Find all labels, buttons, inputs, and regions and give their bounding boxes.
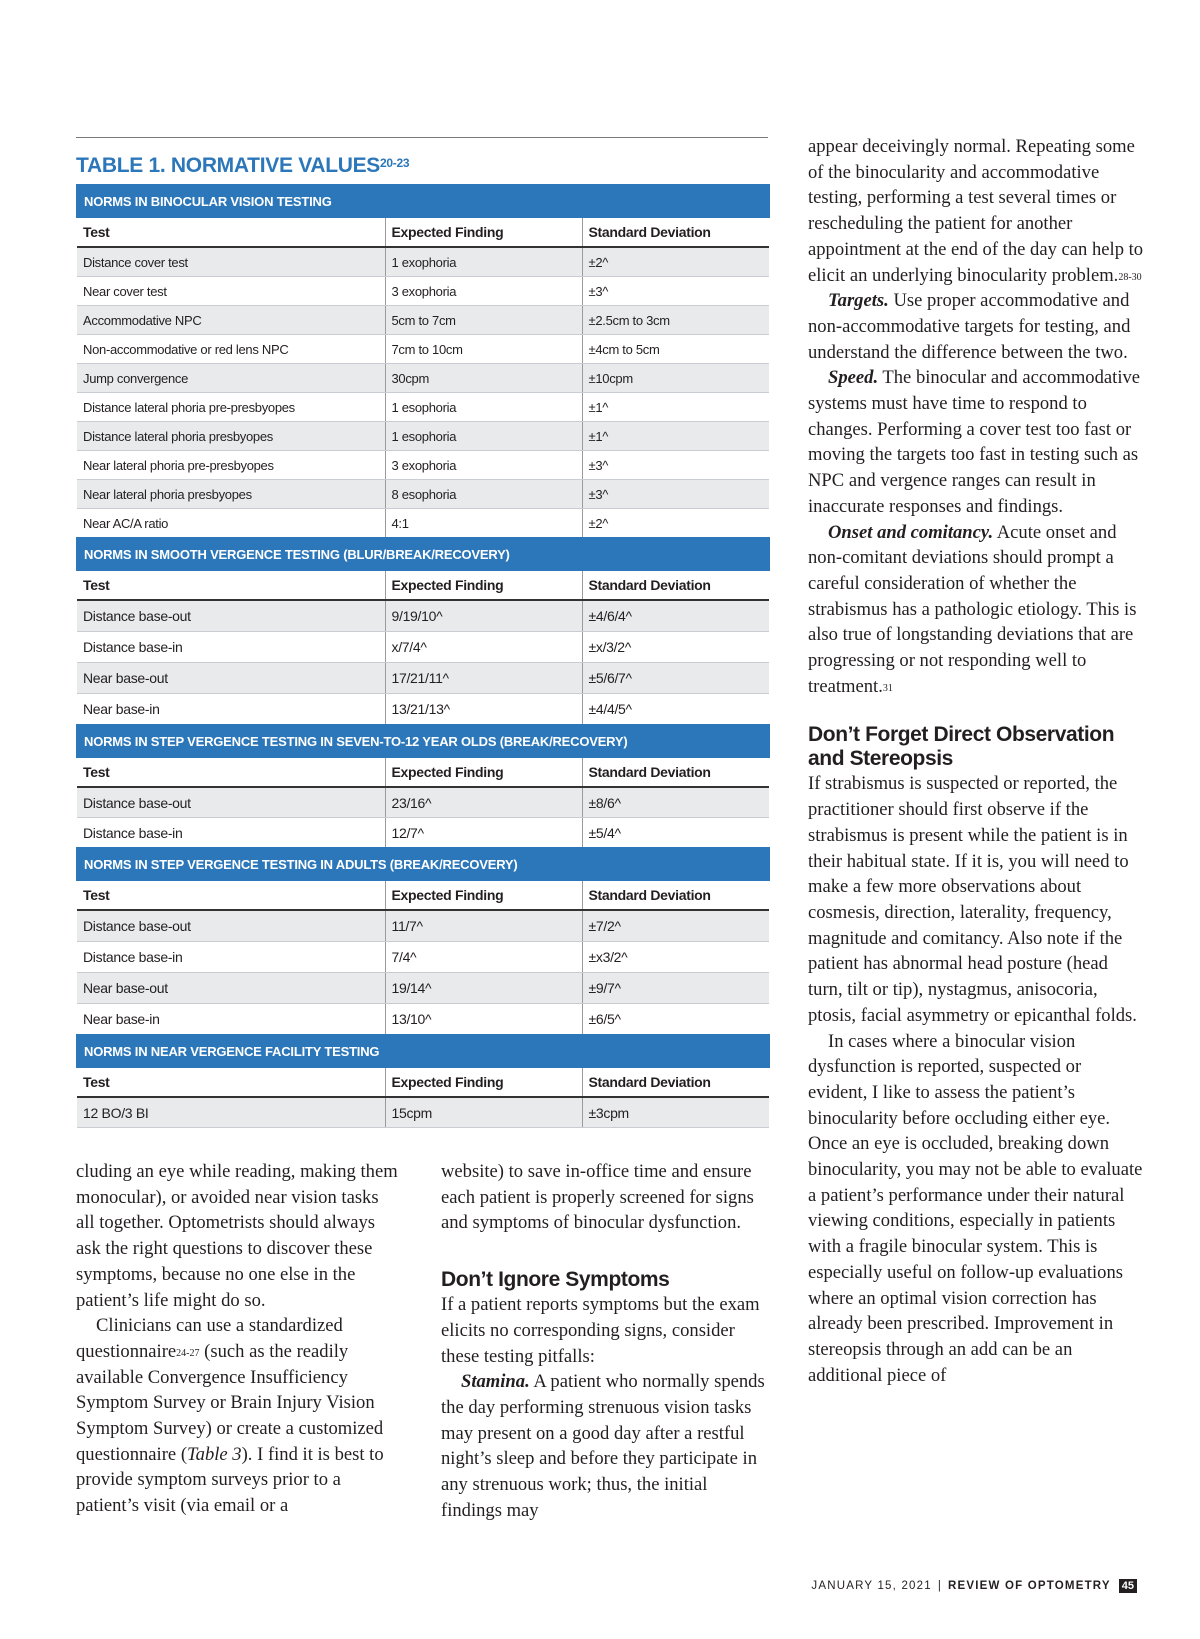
- section-heading: NORMS IN STEP VERGENCE TESTING IN ADULTS (BREAK/RECOVERY): [77, 848, 769, 880]
- col3-p2-lead: Targets.: [828, 290, 889, 312]
- col3-paragraph-3: [808, 365, 1144, 519]
- cell-test: Jump convergence: [77, 364, 385, 393]
- column-header-standard-deviation: Standard Deviation: [582, 880, 769, 910]
- table-row: [77, 942, 769, 973]
- table-row: [77, 1097, 769, 1128]
- cell-standard-deviation: ±7/2^: [582, 910, 769, 942]
- column-header-test: Test: [77, 570, 385, 600]
- cell-test: Near base-in: [77, 1004, 385, 1036]
- col3-paragraph-2: [808, 288, 1144, 365]
- cell-expected-finding: 17/21/11^: [385, 663, 582, 694]
- column-header-expected-finding: Expected Finding: [385, 757, 582, 787]
- normative-values-table: [76, 184, 770, 1128]
- column-header-row: [77, 757, 769, 787]
- cell-expected-finding: 23/16^: [385, 787, 582, 818]
- col1-p2-reference: 24-27: [176, 1347, 200, 1359]
- section-header-row: [77, 1035, 769, 1067]
- col2-paragraph-1: website) to save in-office time and ensure each patient is properly screened for signs and symptoms of binocular dysfunction.: [441, 1161, 754, 1234]
- cell-test: Near base-in: [77, 694, 385, 726]
- table-row: [77, 393, 769, 422]
- col2-paragraph-3: [441, 1369, 771, 1523]
- col3-p4-text: Acute onset and non-comitant deviations should prompt a careful consideration of whether the strabismus has a pathologic etiology. This is also true of longstanding deviations that are progressing or not responding well to treatment.: [808, 521, 1137, 697]
- cell-standard-deviation: ±3^: [582, 480, 769, 509]
- cell-test: Distance base-out: [77, 787, 385, 818]
- cell-expected-finding: 9/19/10^: [385, 600, 582, 632]
- cell-test: Distance base-in: [77, 942, 385, 973]
- cell-standard-deviation: ±x/3/2^: [582, 632, 769, 663]
- col2-p3-lead: Stamina.: [461, 1371, 530, 1393]
- section-header-row: [77, 848, 769, 880]
- col3-p1-reference: 28-30: [1118, 271, 1142, 283]
- cell-expected-finding: x/7/4^: [385, 632, 582, 663]
- col1-paragraph-2: [76, 1313, 400, 1519]
- cell-expected-finding: 12/7^: [385, 818, 582, 849]
- footer-separator: |: [937, 1580, 943, 1592]
- section-heading: NORMS IN SMOOTH VERGENCE TESTING (BLUR/BREAK/RECOVERY): [77, 538, 769, 570]
- cell-test: Distance base-out: [77, 600, 385, 632]
- cell-test: Near lateral phoria presbyopes: [77, 480, 385, 509]
- cell-standard-deviation: ±3cpm: [582, 1097, 769, 1128]
- cell-test: Distance lateral phoria presbyopes: [77, 422, 385, 451]
- footer-publication: REVIEW OF OPTOMETRY: [948, 1580, 1111, 1592]
- cell-expected-finding: 1 esophoria: [385, 393, 582, 422]
- cell-standard-deviation: ±9/7^: [582, 973, 769, 1004]
- cell-test: Near cover test: [77, 277, 385, 306]
- table-row: [77, 1004, 769, 1036]
- cell-expected-finding: 1 exophoria: [385, 247, 582, 277]
- cell-test: Distance base-in: [77, 818, 385, 849]
- column-header-row: [77, 880, 769, 910]
- cell-test: Distance base-in: [77, 632, 385, 663]
- cell-expected-finding: 11/7^: [385, 910, 582, 942]
- table-title-text: TABLE 1. NORMATIVE VALUES: [76, 154, 381, 177]
- cell-standard-deviation: ±3^: [582, 277, 769, 306]
- cell-standard-deviation: ±2.5cm to 3cm: [582, 306, 769, 335]
- cell-standard-deviation: ±4/6/4^: [582, 600, 769, 632]
- section-header-row: [77, 185, 769, 217]
- page-number: 45: [1119, 1579, 1137, 1593]
- col3-p3-text: The binocular and accommodative systems must have time to respond to changes. Performing a cover test too fast or moving the targets too fast in testing such as NPC and vergence ranges can result in inaccurate responses and findings.: [808, 367, 1141, 517]
- cell-expected-finding: 5cm to 7cm: [385, 306, 582, 335]
- column-header-row: [77, 570, 769, 600]
- cell-test: Near lateral phoria pre-presbyopes: [77, 451, 385, 480]
- table-row: [77, 910, 769, 942]
- section-heading: NORMS IN STEP VERGENCE TESTING IN SEVEN-TO-12 YEAR OLDS (BREAK/RECOVERY): [77, 725, 769, 757]
- cell-standard-deviation: ±3^: [582, 451, 769, 480]
- cell-standard-deviation: ±4cm to 5cm: [582, 335, 769, 364]
- col3-paragraph-5: If strabismus is suspected or reported, the practitioner should first observe if the strabismus is present while the patient is in their habitual state. If it is, you will need to make a few more observations about cosmesis, direction, laterality, frequency, magnitude and comitancy. Also note if the patient has abnormal head posture (head turn, tilt or tip), nystagmus, anisocoria, ptosis, facial asymmetry or epicanthal folds.: [808, 773, 1137, 1026]
- section-header-row: [77, 538, 769, 570]
- cell-expected-finding: 19/14^: [385, 973, 582, 1004]
- column-header-standard-deviation: Standard Deviation: [582, 570, 769, 600]
- col1-paragraph-1: cluding an eye while reading, making them monocular), or avoided near vision tasks all together. Optometrists should always ask the right questions to discover these symptoms, because no one else in the patient’s life might do so.: [76, 1161, 398, 1311]
- col3-heading-line-2: and Stereopsis: [808, 747, 953, 771]
- section-header-row: [77, 725, 769, 757]
- column-header-expected-finding: Expected Finding: [385, 217, 582, 247]
- table-row: [77, 694, 769, 726]
- col3-paragraph-1: [808, 134, 1144, 288]
- col3-heading: [808, 723, 1144, 771]
- table-row: [77, 818, 769, 849]
- cell-standard-deviation: ±1^: [582, 393, 769, 422]
- cell-test: Accommodative NPC: [77, 306, 385, 335]
- column-header-expected-finding: Expected Finding: [385, 570, 582, 600]
- cell-expected-finding: 4:1: [385, 509, 582, 539]
- table-row: [77, 335, 769, 364]
- table-top-rule: [76, 137, 768, 138]
- cell-expected-finding: 7cm to 10cm: [385, 335, 582, 364]
- col1-p2-table-reference: Table 3: [187, 1443, 242, 1465]
- table-row: [77, 632, 769, 663]
- cell-test: Near base-out: [77, 973, 385, 1004]
- table-title: [76, 148, 768, 184]
- col3-paragraph-4: [808, 520, 1144, 700]
- cell-standard-deviation: ±5/4^: [582, 818, 769, 849]
- page-footer: [811, 1577, 1137, 1595]
- col3-paragraph-6: In cases where a binocular vision dysfunction is reported, suspected or evident, I like to assess the patient’s binocularity before occluding either eye. Once an eye is occluded, breaking down binocularity, you may not be able to evaluate a patient’s performance under their natural viewing conditions, especially in patients with a fragile binocular system. This is especially useful on follow-up evaluations where an optimal vision correction has already been prescribed. Improvement in stereopsis through an add can be an additional piece of: [808, 1030, 1143, 1386]
- column-1: [76, 1159, 400, 1519]
- cell-test: 12 BO/3 BI: [77, 1097, 385, 1128]
- column-header-test: Test: [77, 757, 385, 787]
- table-row: [77, 306, 769, 335]
- cell-test: Distance base-out: [77, 910, 385, 942]
- cell-test: Non-accommodative or red lens NPC: [77, 335, 385, 364]
- cell-standard-deviation: ±8/6^: [582, 787, 769, 818]
- table-row: [77, 422, 769, 451]
- column-header-test: Test: [77, 217, 385, 247]
- col3-p4-lead: Onset and comitancy.: [828, 521, 994, 543]
- cell-test: Distance lateral phoria pre-presbyopes: [77, 393, 385, 422]
- table-row: [77, 787, 769, 818]
- cell-expected-finding: 15cpm: [385, 1097, 582, 1128]
- cell-test: Near AC/A ratio: [77, 509, 385, 539]
- table-row: [77, 364, 769, 393]
- col3-p2-text: Use proper accommodative and non-accommodative targets for testing, and understand the difference between the two.: [808, 290, 1131, 363]
- table-title-reference: 20-23: [380, 156, 410, 170]
- col1-p2-text-b: (such as the readily available Convergence Insufficiency Symptom Survey or Brain Injury Vision Symptom Survey) or create a customized questionnaire (: [76, 1340, 384, 1465]
- cell-expected-finding: 3 exophoria: [385, 451, 582, 480]
- cell-standard-deviation: ±6/5^: [582, 1004, 769, 1036]
- cell-standard-deviation: ±4/4/5^: [582, 694, 769, 726]
- cell-expected-finding: 7/4^: [385, 942, 582, 973]
- cell-expected-finding: 1 esophoria: [385, 422, 582, 451]
- cell-standard-deviation: ±1^: [582, 422, 769, 451]
- col3-p4-reference: 31: [882, 682, 893, 694]
- cell-standard-deviation: ±2^: [582, 247, 769, 277]
- col2-paragraph-2: If a patient reports symptoms but the exam elicits no corresponding signs, consider these testing pitfalls:: [441, 1294, 760, 1367]
- cell-expected-finding: 3 exophoria: [385, 277, 582, 306]
- col3-p3-lead: Speed.: [828, 367, 879, 389]
- col2-p3-text: A patient who normally spends the day performing strenuous vision tasks may present on a good day after a restful night’s sleep and before they participate in any strenuous work; thus, the initial findings may: [441, 1371, 765, 1521]
- cell-standard-deviation: ±x3/2^: [582, 942, 769, 973]
- cell-test: Near base-out: [77, 663, 385, 694]
- column-header-row: [77, 1067, 769, 1097]
- table-row: [77, 600, 769, 632]
- column-header-test: Test: [77, 880, 385, 910]
- table-row: [77, 451, 769, 480]
- cell-standard-deviation: ±5/6/7^: [582, 663, 769, 694]
- table-row: [77, 247, 769, 277]
- table-row: [77, 663, 769, 694]
- column-header-expected-finding: Expected Finding: [385, 1067, 582, 1097]
- column-header-standard-deviation: Standard Deviation: [582, 757, 769, 787]
- col1-p2-text-c: ). I find it is best to provide symptom surveys prior to a patient’s visit (via email or a: [76, 1443, 384, 1517]
- col3-heading-line-1: Don’t Forget Direct Observation: [808, 723, 1115, 747]
- cell-expected-finding: 13/21/13^: [385, 694, 582, 726]
- table-row: [77, 277, 769, 306]
- section-heading: NORMS IN BINOCULAR VISION TESTING: [77, 185, 769, 217]
- normative-values-table-block: [76, 137, 768, 1128]
- column-header-standard-deviation: Standard Deviation: [582, 217, 769, 247]
- col2-heading: Don’t Ignore Symptoms: [441, 1268, 670, 1292]
- column-3: [808, 134, 1144, 1388]
- section-heading: NORMS IN NEAR VERGENCE FACILITY TESTING: [77, 1035, 769, 1067]
- column-header-expected-finding: Expected Finding: [385, 880, 582, 910]
- col1-p2-text-a: Clinicians can use a standardized questionnaire: [76, 1315, 343, 1362]
- cell-expected-finding: 30cpm: [385, 364, 582, 393]
- footer-date: JANUARY 15, 2021: [811, 1580, 932, 1592]
- column-header-test: Test: [77, 1067, 385, 1097]
- col3-p1-text: appear deceivingly normal. Repeating some of the binocularity and accommodative testing, performing a test several times or rescheduling the patient for another appointment at the end of the day can help to elicit an underlying binocularity problem.: [808, 136, 1144, 286]
- cell-standard-deviation: ±2^: [582, 509, 769, 539]
- column-2: [441, 1159, 771, 1523]
- table-row: [77, 973, 769, 1004]
- table-row: [77, 509, 769, 539]
- table-row: [77, 480, 769, 509]
- cell-expected-finding: 13/10^: [385, 1004, 582, 1036]
- cell-standard-deviation: ±10cpm: [582, 364, 769, 393]
- column-header-standard-deviation: Standard Deviation: [582, 1067, 769, 1097]
- cell-expected-finding: 8 esophoria: [385, 480, 582, 509]
- cell-test: Distance cover test: [77, 247, 385, 277]
- column-header-row: [77, 217, 769, 247]
